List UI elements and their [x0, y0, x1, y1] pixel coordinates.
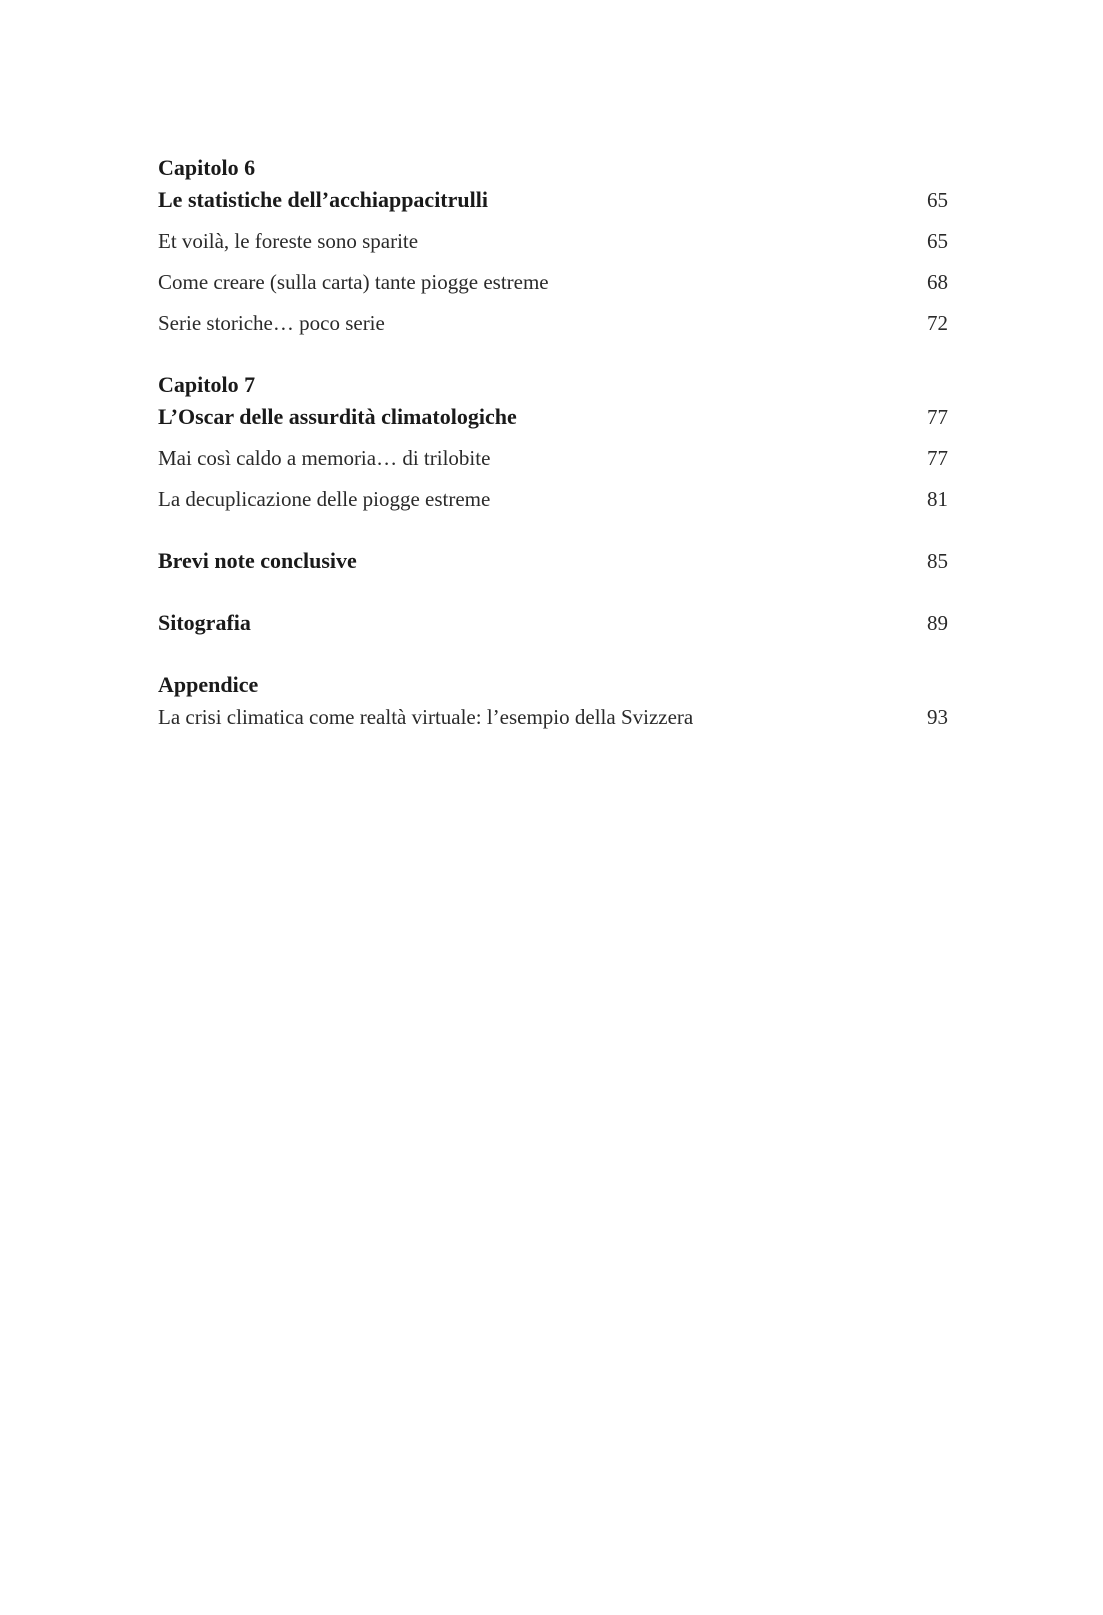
chapter-title: Le statistiche dell’acchiappacitrulli [158, 187, 488, 212]
section-row [158, 701, 948, 733]
page-number: 72 [927, 311, 948, 335]
section-title: Et voilà, le foreste sono sparite [158, 229, 419, 253]
section-title: Serie storiche… poco serie [158, 311, 385, 335]
page-number: 81 [927, 487, 948, 511]
section-title: Come creare (sulla carta) tante piogge estreme [158, 270, 549, 294]
page-number: 65 [927, 229, 948, 253]
chapter-title-row [158, 545, 948, 577]
chapter-title: L’Oscar delle assurdità climatologiche [158, 404, 517, 429]
chapter-label: Capitolo 6 [158, 155, 256, 180]
toc-conclusions [158, 545, 948, 577]
toc-chapter-6 [158, 152, 948, 339]
chapter-title-row [158, 401, 948, 433]
toc-chapter-7 [158, 369, 948, 515]
page-number: 85 [927, 549, 948, 573]
page-number: 68 [927, 270, 948, 294]
chapter-title-row [158, 607, 948, 639]
section-row [158, 307, 948, 339]
toc-appendix [158, 669, 948, 733]
page-number: 65 [927, 188, 948, 212]
chapter-label: Capitolo 7 [158, 372, 256, 397]
chapter-title: Brevi note conclusive [158, 548, 357, 573]
chapter-title: Sitografia [158, 610, 251, 635]
appendix-label: Appendice [158, 672, 259, 697]
section-title: La decuplicazione delle piogge estreme [158, 487, 491, 511]
section-row [158, 266, 948, 298]
section-row [158, 442, 948, 474]
section-title: Mai così caldo a memoria… di trilobite [158, 446, 491, 470]
section-row [158, 483, 948, 515]
table-of-contents [158, 152, 948, 733]
page-number: 93 [927, 705, 948, 729]
section-title: La crisi climatica come realtà virtuale: l’esempio della Svizzera [158, 705, 694, 729]
page-number: 89 [927, 611, 948, 635]
chapter-title-row [158, 184, 948, 216]
page-number: 77 [927, 405, 948, 429]
page-number: 77 [927, 446, 948, 470]
toc-sitografia [158, 607, 948, 639]
section-row [158, 225, 948, 257]
